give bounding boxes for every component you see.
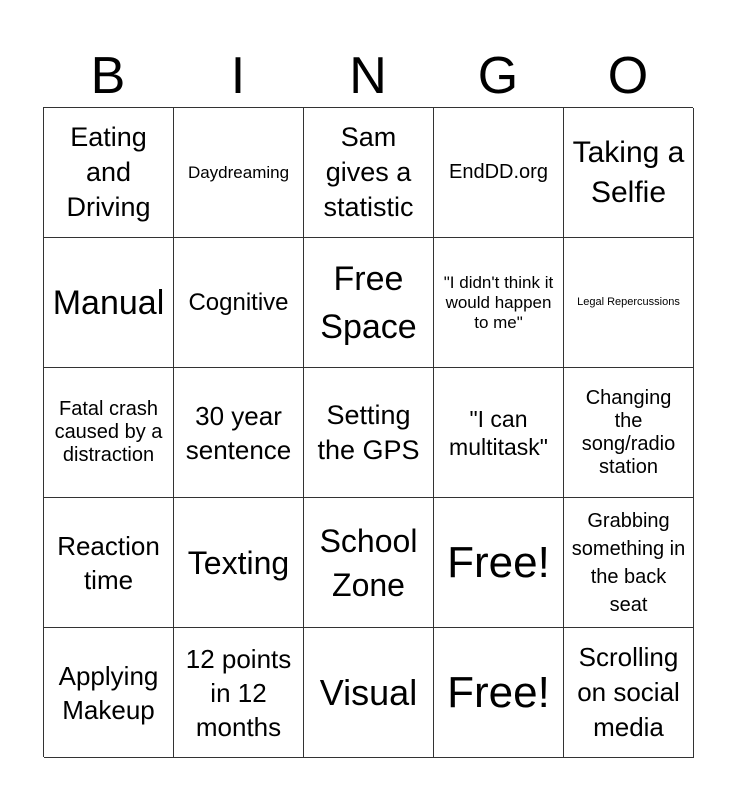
header-letter-g: G — [477, 47, 519, 105]
bingo-cell[interactable] — [44, 498, 174, 628]
bingo-cell[interactable] — [44, 238, 174, 368]
cell-label: Cognitive — [188, 288, 289, 316]
cell-label: Reaction time — [57, 530, 160, 595]
bingo-cell[interactable] — [304, 108, 434, 238]
free-space-cell[interactable] — [434, 498, 564, 628]
cell-label: Setting the GPS — [317, 399, 420, 465]
bingo-cell[interactable] — [174, 368, 304, 498]
bingo-cell[interactable] — [434, 238, 564, 368]
bingo-cell[interactable] — [174, 238, 304, 368]
bingo-cell[interactable] — [174, 108, 304, 238]
bingo-header — [43, 44, 693, 108]
cell-label: Sam gives a statistic — [323, 122, 414, 222]
cell-label: Free! — [447, 667, 550, 717]
cell-label: Eating and Driving — [66, 122, 151, 222]
cell-label: Free! — [447, 537, 550, 587]
bingo-cell[interactable] — [564, 238, 694, 368]
bingo-cell[interactable] — [564, 108, 694, 238]
cell-label: "I didn't think it would happen to me" — [443, 272, 554, 332]
bingo-cell[interactable] — [304, 628, 434, 758]
bingo-cell[interactable] — [44, 108, 174, 238]
cell-label: 12 points in 12 months — [185, 643, 292, 742]
bingo-cell[interactable] — [44, 628, 174, 758]
header-letter-b: B — [90, 47, 126, 105]
bingo-cell[interactable] — [434, 368, 564, 498]
cell-label: School Zone — [319, 522, 418, 603]
cell-label: EndDD.org — [449, 161, 548, 183]
cell-label: Legal Repercussions — [577, 296, 680, 308]
cell-label: Taking a Selfie — [572, 135, 685, 209]
cell-label: Changing the song/radio station — [581, 386, 676, 478]
bingo-cell[interactable] — [564, 368, 694, 498]
cell-label: Manual — [52, 283, 165, 322]
free-space-cell[interactable] — [434, 628, 564, 758]
cell-label: Visual — [319, 671, 418, 713]
cell-label: Free Space — [320, 259, 417, 346]
cell-label: Texting — [187, 544, 290, 581]
bingo-cell[interactable] — [304, 498, 434, 628]
bingo-cell[interactable] — [44, 368, 174, 498]
cell-label: Scrolling on social media — [577, 642, 680, 742]
cell-label: Daydreaming — [187, 162, 290, 182]
cell-label: 30 year sentence — [185, 400, 292, 465]
cell-label: Applying Makeup — [58, 660, 159, 725]
bingo-cell[interactable] — [434, 108, 564, 238]
bingo-cell[interactable] — [304, 368, 434, 498]
bingo-cell[interactable] — [564, 628, 694, 758]
bingo-cell[interactable] — [174, 628, 304, 758]
bingo-cell[interactable] — [564, 498, 694, 628]
cell-label: Fatal crash caused by a distraction — [54, 398, 163, 466]
header-letter-o: O — [607, 47, 649, 105]
header-letter-n: N — [349, 47, 387, 105]
header-letter-i: I — [230, 47, 246, 105]
bingo-cell[interactable] — [174, 498, 304, 628]
cell-label: "I can multitask" — [449, 405, 548, 460]
bingo-board — [43, 107, 693, 757]
cell-label: Grabbing something in the back seat — [571, 509, 686, 616]
free-space-cell[interactable] — [304, 238, 434, 368]
